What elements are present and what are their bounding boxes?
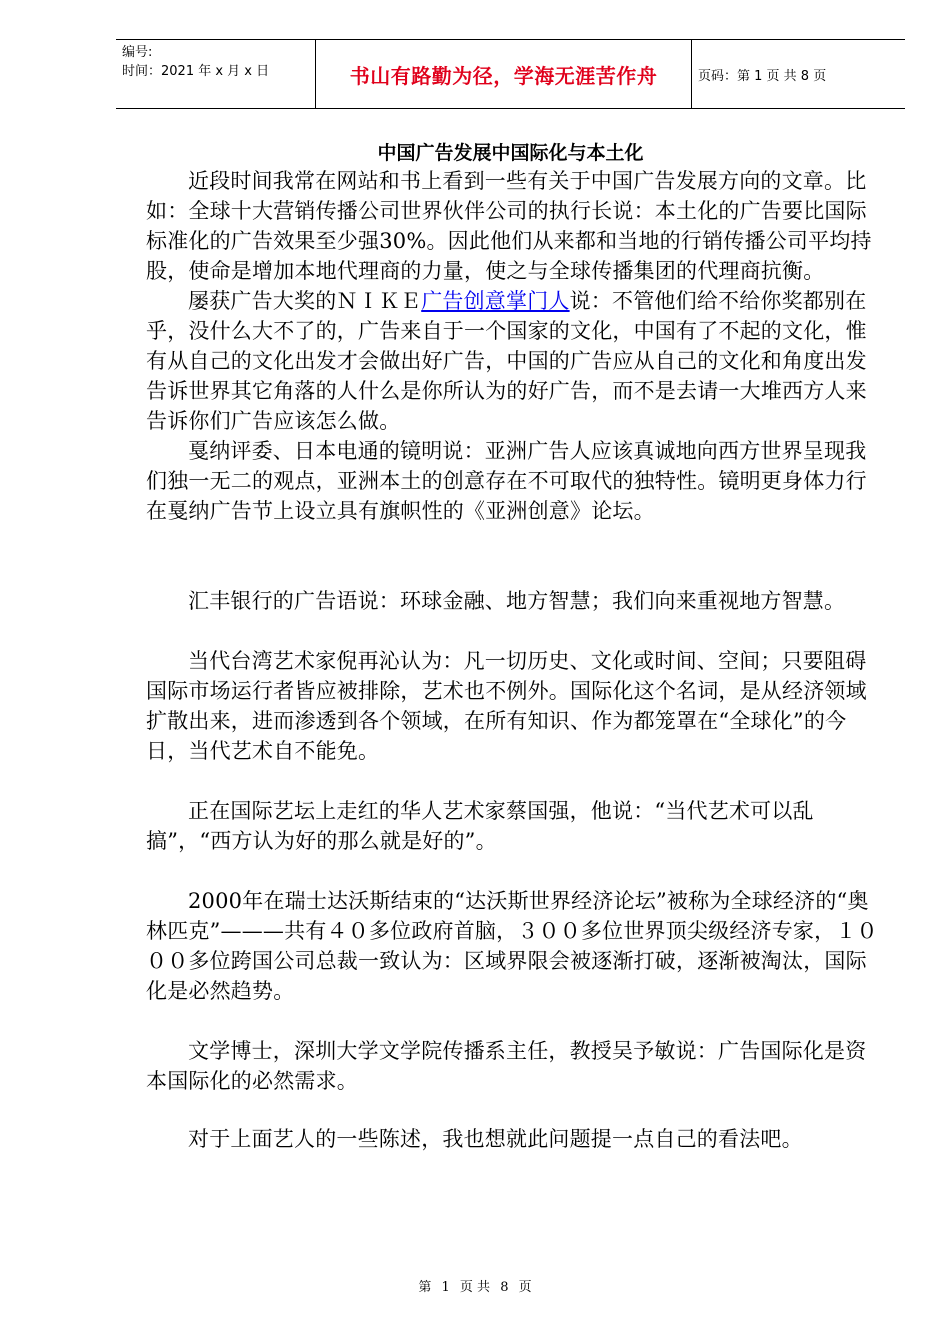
paragraph: 对于上面艺人的一些陈述，我也想就此问题提一点自己的看法吧。 [188,1127,803,1151]
header-meta-cell [116,40,315,108]
paragraph: 正在国际艺坛上走红的华人艺术家蔡国强，他说：“当代艺术可以乱搞”，“西方认为好的那么就是好的”。 [146,799,814,853]
footer-suffix: 页 [518,1280,532,1295]
paragraph-text: 屡获广告大奖的ＮＩＫＥ [188,289,422,313]
motto-text: 书山有路勤为径，学海无涯苦作舟 [349,63,658,88]
footer-page-number: 1 [441,1280,450,1295]
creative-director-link[interactable]: 广告创意掌门人 [421,289,570,313]
header-motto-cell [315,40,692,108]
document-number-label: 编号: [122,45,153,60]
paragraph: 近段时间我常在网站和书上看到一些有关于中国广告发展方向的文章。比如：全球十大营销传播公司世界伙伴公司的执行长说：本土化的广告要比国际标准化的广告效果至少强30%。因此他们从来都和当地的行销传播公司平均持股，使命是增加本地代理商的力量，使之与全球传播集团的代理商抗衡。 [146,169,872,283]
paragraph: 汇丰银行的广告语说：环球金融、地方智慧；我们向来重视地方智慧。 [188,589,846,613]
header-page-info: 页码：第 1 页 共 8 页 [698,68,827,84]
page-footer [0,1276,950,1295]
paragraph: 戛纳评委、日本电通的镜明说：亚洲广告人应该真诚地向西方世界呈现我们独一无二的观点，亚洲本土的创意存在不可取代的独特性。镜明更身体力行在戛纳广告节上设立具有旗帜性的《亚洲创意》论坛。 [146,439,867,523]
document-title: 中国广告发展中国际化与本土化 [377,142,644,164]
footer-page-total: 8 [500,1280,509,1295]
footer-prefix: 第 [418,1280,432,1295]
document-time-label: 时间：2021 年 x 月 x 日 [122,64,270,79]
paragraph: 当代台湾艺术家倪再沁认为：凡一切历史、文化或时间、空间；只要阻碍国际市场运行者皆应被排除，艺术也不例外。国际化这个名词，是从经济领域扩散出来，进而渗透到各个领域，在所有知识、作为都笼罩在“全球化”的今日，当代艺术自不能免。 [146,649,867,763]
footer-mid: 页 共 [459,1280,491,1295]
paragraph: 2000年在瑞士达沃斯结束的“达沃斯世界经济论坛”被称为全球经济的“奥林匹克”———共有４０多位政府首脑，３００多位世界顶尖级经济专家，１０００多位跨国公司总裁一致认为：区域界限会被逐渐打破，逐渐被淘汰，国际化是必然趋势。 [146,889,878,1003]
paragraph-text: 说：不管他们给不给你奖都别在乎，没什么大不了的，广告来自于一个国家的文化，中国有了不起的文化，惟有从自己的文化出发才会做出好广告，中国的广告应从自己的文化和角度出发告诉世界其它角落的人什么是你所认为的好广告，而不是去请一大堆西方人来告诉你们广告应该怎么做。 [146,289,867,433]
header-table [116,39,905,109]
paragraph-with-link [146,286,880,436]
document-body [146,166,880,1154]
paragraph: 文学博士，深圳大学文学院传播系主任，教授吴予敏说：广告国际化是资本国际化的必然需求。 [146,1039,867,1093]
